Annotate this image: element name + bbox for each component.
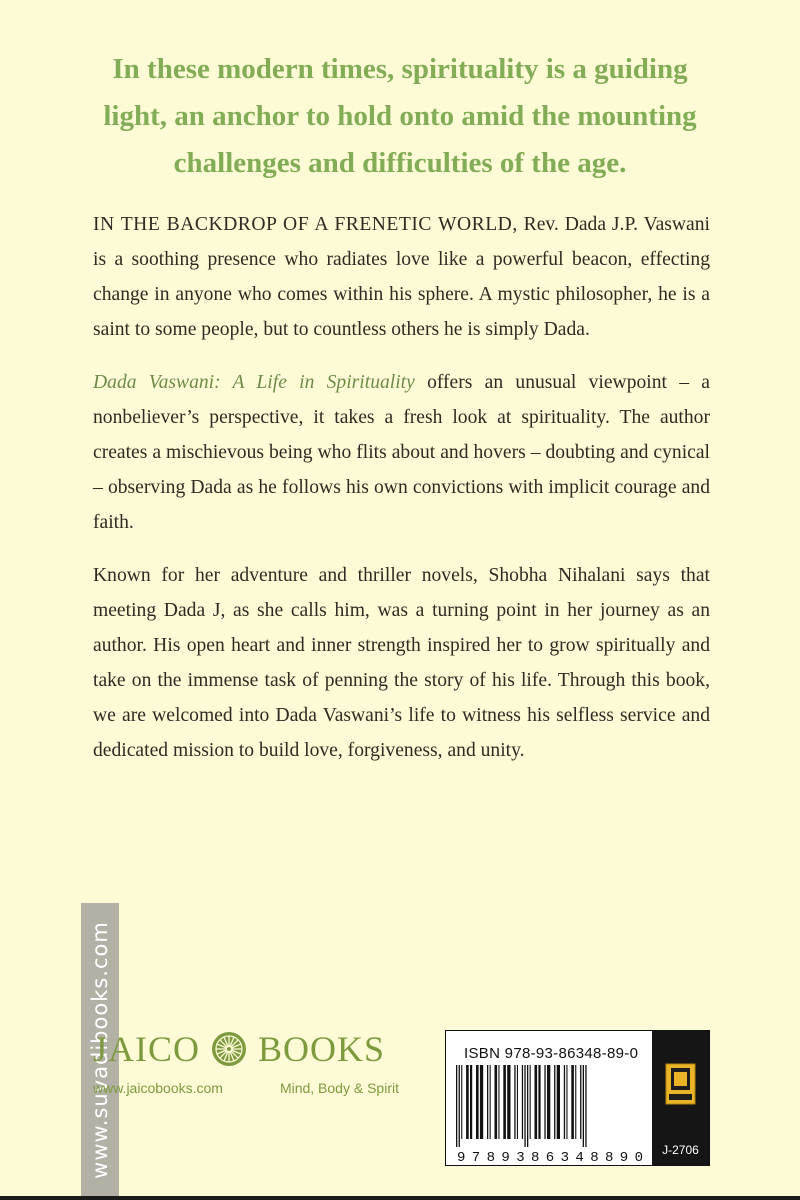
barcode-bar	[564, 1065, 565, 1139]
isbn-label: ISBN 978-93-86348-89-0	[464, 1045, 639, 1062]
book-title: Dada Vaswani: A Life in Spirituality	[93, 372, 415, 393]
barcode-bar	[461, 1065, 462, 1139]
bottom-rule	[0, 1196, 800, 1200]
barcode-bar	[503, 1065, 506, 1139]
isbn-barcode-box	[445, 1030, 710, 1166]
ebook-available-icon	[665, 1063, 696, 1105]
barcode	[454, 1065, 646, 1163]
barcode-bar	[571, 1065, 574, 1139]
barcode-bar	[487, 1065, 488, 1139]
barcode-bar	[514, 1065, 515, 1139]
barcode-bar	[522, 1065, 523, 1139]
barcode-bar	[566, 1065, 567, 1139]
barcode-bar	[524, 1065, 525, 1147]
barcode-bar	[466, 1065, 469, 1139]
paragraph-book-body: offers an unusual viewpoint – a nonbeliever’s perspective, it takes a fresh look at spirituality. The author creates a mischievous being who flits about and hovers – doubting and cynical – observing Dada as he follows his own convictions with implicit courage and faith.	[93, 372, 710, 533]
paragraph-intro-body: Rev. Dada J.P. Vaswani is a soothing presence who radiates love like a powerful beacon, effecting change in anyone who comes within his sphere. A mystic philosopher, he is a saint to some people, but to countless others he is simply Dada.	[93, 214, 710, 340]
paragraph-author: Known for her adventure and thriller novels, Shobha Nihalani says that meeting Dada J, as she calls him, was a turning point in her journey as an author. His open heart and inner strength inspired her to grow spiritually and take on the immense task of penning the story of his life. Through this book, we are welcomed into Dada Vaswani’s life to witness his selfless service and dedicated mission to build love, forgiveness, and unity.	[93, 565, 710, 761]
barcode-bar	[535, 1065, 538, 1139]
tagline-line: In these modern times, spirituality is a guiding	[112, 53, 688, 85]
barcode-bar	[583, 1065, 584, 1147]
tagline-line: challenges and difficulties of the age.	[173, 147, 627, 179]
barcode-bar	[507, 1065, 510, 1139]
barcode-bar	[480, 1065, 483, 1139]
paragraph-book	[93, 365, 710, 540]
barcode-bar	[554, 1065, 555, 1139]
blurb	[93, 207, 710, 786]
barcode-bar	[580, 1065, 581, 1139]
barcode-bar	[547, 1065, 550, 1139]
barcode-bar	[456, 1065, 457, 1147]
barcode-bar	[490, 1065, 491, 1139]
tagline	[60, 46, 740, 187]
publisher-name-right: BOOKS	[258, 1029, 386, 1069]
publisher-imprint: Mind, Body & Spirit	[279, 1080, 399, 1096]
barcode-bar	[575, 1065, 576, 1139]
watermark-text: www.suvadibooks.com	[88, 921, 112, 1179]
catalog-code: J-2706	[662, 1143, 699, 1157]
barcode-bar	[476, 1065, 479, 1139]
barcode-bar	[470, 1065, 472, 1139]
barcode-bar	[459, 1065, 460, 1147]
barcode-bar	[544, 1065, 545, 1139]
barcode-bar	[495, 1065, 498, 1139]
publisher-logo	[93, 1026, 413, 1096]
paragraph-intro	[93, 207, 710, 347]
barcode-bar	[527, 1065, 528, 1147]
paragraph-lead-caps: IN THE BACKDROP OF A FRENETIC WORLD,	[93, 214, 518, 235]
barcode-bar	[517, 1065, 518, 1139]
barcode-bar	[498, 1065, 499, 1139]
barcode-bar	[530, 1065, 531, 1139]
tagline-line: light, an anchor to hold onto amid the mounting	[103, 100, 697, 132]
barcode-bar	[585, 1065, 586, 1147]
barcode-bar	[538, 1065, 540, 1139]
ebook-panel	[652, 1031, 709, 1165]
barcode-bar	[557, 1065, 560, 1139]
publisher-name-left: JAICO	[93, 1029, 201, 1069]
barcode-digits: 9789386348890	[457, 1150, 643, 1163]
barcode-bars	[456, 1065, 587, 1147]
chakra-wheel-icon	[210, 1030, 248, 1068]
publisher-website: www.jaicobooks.com	[93, 1080, 223, 1096]
